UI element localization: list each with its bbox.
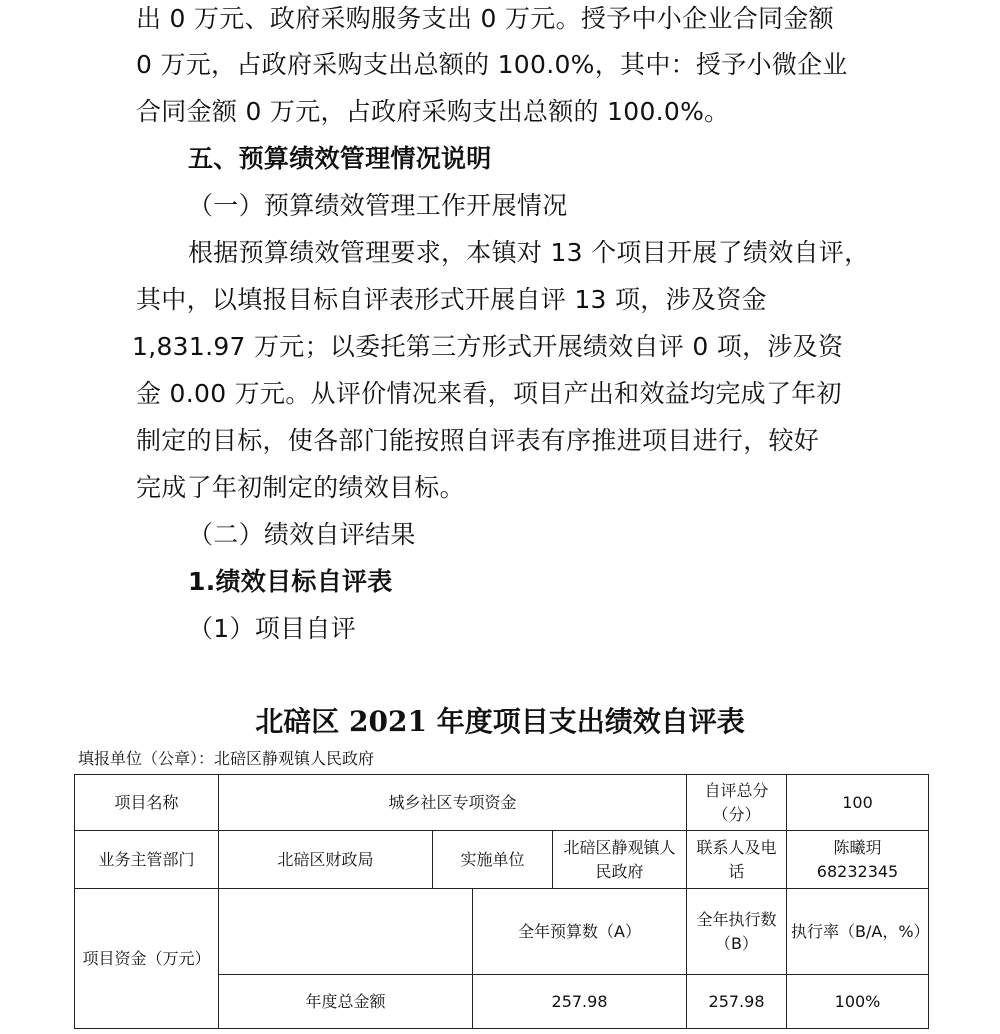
funds-blank <box>219 889 473 975</box>
paragraph-line: 制定的目标，使各部门能按照自评表有序推进项目进行，较好 <box>136 426 820 455</box>
paragraph-line: 其中，以填报目标自评表形式开展自评 13 项，涉及资金 <box>136 285 767 314</box>
dept-value: 北碚区财政局 <box>219 831 433 889</box>
impl-value: 北碚区静观镇人民政府 <box>553 831 687 889</box>
impl-label: 实施单位 <box>433 831 553 889</box>
filler-unit: 填报单位（公章）：北碚区静观镇人民政府 <box>78 749 375 768</box>
table-row <box>75 775 929 831</box>
form-title: 北碚区 2021 年度项目支出绩效自评表 <box>255 705 745 738</box>
score-value: 100 <box>787 775 929 831</box>
table-row <box>75 889 929 975</box>
subsection-heading: （二）绩效自评结果 <box>188 520 416 549</box>
paragraph-line: 1,831.97 万元；以委托第三方形式开展绩效自评 0 项，涉及资 <box>132 332 844 361</box>
paragraph-line: 根据预算绩效管理要求，本镇对 13 个项目开展了绩效自评， <box>188 238 870 267</box>
contact-value: 陈曦玥 68232345 <box>787 831 929 889</box>
project-name-value: 城乡社区专项资金 <box>219 775 687 831</box>
self-evaluation-table <box>74 774 929 1029</box>
exec-value: 257.98 <box>687 975 787 1029</box>
table-row <box>75 831 929 889</box>
subsection-heading: （1）项目自评 <box>188 614 357 643</box>
subsection-heading: （一）预算绩效管理工作开展情况 <box>188 191 568 220</box>
section-heading: 五、预算绩效管理情况说明 <box>188 144 492 173</box>
budget-value: 257.98 <box>473 975 687 1029</box>
paragraph-line: 出 0 万元、政府采购服务支出 0 万元。授予中小企业合同金额 <box>136 4 834 33</box>
total-label: 年度总金额 <box>219 975 473 1029</box>
paragraph-line: 0 万元，占政府采购支出总额的 100.0%，其中：授予小微企业 <box>136 50 848 79</box>
dept-label: 业务主管部门 <box>75 831 219 889</box>
score-label: 自评总分（分） <box>687 775 787 831</box>
budget-header: 全年预算数（A） <box>473 889 687 975</box>
rate-value: 100% <box>787 975 929 1029</box>
project-name-label: 项目名称 <box>75 775 219 831</box>
contact-label: 联系人及电话 <box>687 831 787 889</box>
paragraph-line: 金 0.00 万元。从评价情况来看，项目产出和效益均完成了年初 <box>136 379 842 408</box>
subsection-heading: 1.绩效目标自评表 <box>188 567 393 596</box>
paragraph-line: 完成了年初制定的绩效目标。 <box>136 473 465 502</box>
funds-label: 项目资金（万元） <box>75 889 219 1029</box>
paragraph-line: 合同金额 0 万元，占政府采购支出总额的 100.0%。 <box>136 97 730 126</box>
rate-header: 执行率（B/A，%） <box>787 889 929 975</box>
exec-header: 全年执行数（B） <box>687 889 787 975</box>
